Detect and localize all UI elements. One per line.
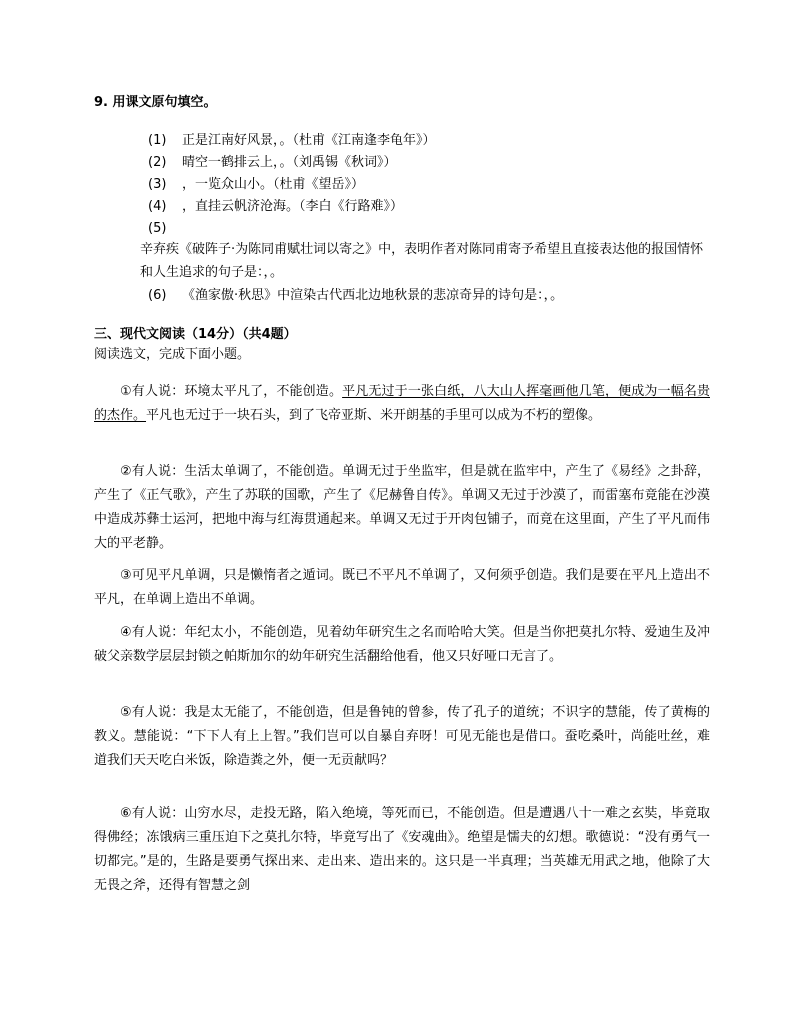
fill-item-1 <box>148 132 436 150</box>
item-number: (3) <box>148 177 167 192</box>
fill-item-2 <box>148 154 397 172</box>
fill-item-5 <box>148 220 182 238</box>
item-text: 晴空一鹤排云上，。（刘禹锡《秋词》） <box>182 155 397 170</box>
item-number: (5) <box>148 221 167 236</box>
section-title: 三、现代文阅读（14分）（共4题） <box>94 327 297 342</box>
paragraph-5: ⑤有人说：我是太无能了，不能创造，但是鲁钝的曾参，传了孔子的道统；不识字的慧能，传了黄梅的教义。慧能说：“下下人有上上智。”我们岂可以自暴自弃呀！可见无能也是借口。蚕吃桑叶，尚能吐丝，难道我们天天吃白米饭，除造粪之外，便一无贡献吗？ <box>94 705 710 768</box>
paragraph-6: ⑥有人说：山穷水尽，走投无路，陷入绝境，等死而已，不能创造。但是遭遇八十一难之玄奘，毕竟取得佛经；冻饿病三重压迫下之莫扎尔特，毕竟写出了《安魂曲》。绝望是懦夫的幻想。歌德说：“没有勇气一切都完。”是的，生路是要勇气探出来、走出来、造出来的。这只是一半真理；当英雄无用武之地，他除了大无畏之斧，还得有智慧之剑 <box>94 806 710 893</box>
fill-item-3 <box>148 176 364 194</box>
paragraph-4: ④有人说：年纪太小，不能创造，见着幼年研究生之名而哈哈大笑。但是当你把莫扎尔特、爱迪生及冲破父亲数学层层封锁之帕斯加尔的幼年研究生活翻给他看，他又只好哑口无言了。 <box>94 625 710 664</box>
fill-item-4 <box>148 198 403 216</box>
paragraph-2: ②有人说：生活太单调了，不能创造。单调无过于坐监牢，但是就在监牢中，产生了《易经》之卦辞，产生了《正气歌》，产生了苏联的国歌，产生了《尼赫鲁自传》。单调又无过于沙漠了，而雷塞布竟能在沙漠中造成苏彝士运河，把地中海与红海贯通起来。单调又无过于开肉包铺子，而竟在这里面，产生了平凡而伟大的平老静。 <box>94 464 710 551</box>
section-intro: 阅读选文，完成下面小题。 <box>94 347 251 362</box>
item-number: (2) <box>148 155 167 170</box>
item-text: ，直挂云帆济沧海。（李白《行路难》） <box>182 199 404 214</box>
paragraph-1-end: 平凡也无过于一块石头，到了飞帝亚斯、米开朗基的手里可以成为不朽的塑像。 <box>146 408 602 423</box>
paragraph-1-start: ①有人说：环境太平凡了，不能创造。 <box>120 384 343 399</box>
item-text: 《渔家傲·秋思》中渲染古代西北边地秋景的悲凉奇异的诗句是：，。 <box>182 288 564 303</box>
item-number: (1) <box>148 133 167 148</box>
fill-item-6 <box>148 287 563 305</box>
item-text: 正是江南好风景，。（杜甫《江南逢李龟年》） <box>182 133 436 148</box>
item-number: (4) <box>148 199 167 214</box>
underlined-sentence: 平凡无过于一张白纸，八大山人挥毫画他几笔，便成为一幅名贵的杰作。 <box>94 384 710 423</box>
fill-item-5-text: 辛弃疾《破阵子·为陈同甫赋壮词以寄之》中，表明作者对陈同甫寄予希望且直接表达他的报国情怀和人生追求的句子是：，。 <box>140 242 704 280</box>
item-text: ，一览众山小。（杜甫《望岳》） <box>182 177 365 192</box>
question-9-title: 9. 用课文原句填空。 <box>94 95 217 110</box>
paragraph-3: ③可见平凡单调，只是懒惰者之遁词。既已不平凡不单调了，又何须乎创造。我们是要在平凡上造出不平凡，在单调上造出不单调。 <box>94 568 710 607</box>
item-number: (6) <box>148 288 167 303</box>
paragraph-1 <box>94 380 710 428</box>
